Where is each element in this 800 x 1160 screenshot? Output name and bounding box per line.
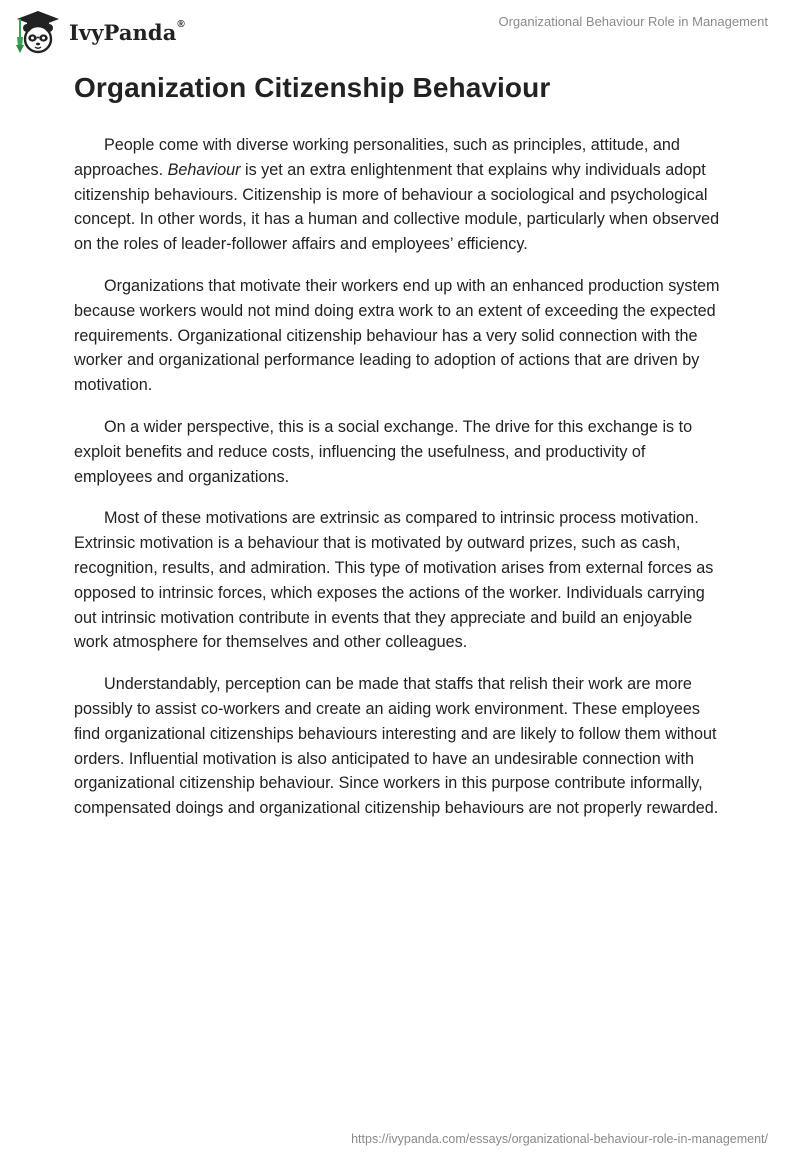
paragraph-5: Understandably, perception can be made that staffs that relish their work are more possibly to assist co-workers and create an aiding work environment. These employees find organizational citizenships behaviours interesting and are likely to follow them without orders. Influential motivation is also anticipated to have an undesirable connection with organizational citizenship behaviour. Since workers in this purpose contribute informally, compensated doings and organizational citizenship behaviours are not properly rewarded.: [74, 675, 719, 818]
panda-graduation-cap-icon: [14, 9, 62, 55]
paragraph-1: [74, 133, 726, 257]
paragraph-1-after: is yet an extra enlightenment that explains why individuals adopt citizenship behaviours. Citizenship is more of behaviour a sociological and psychological concept. In other words, it has a human and collective module, particularly when observed on the roles of leader-follower affairs and employees’ efficiency.: [74, 160, 720, 254]
brand-name: [69, 18, 185, 45]
ivypanda-logo[interactable]: [14, 9, 185, 55]
article-body: [74, 133, 726, 838]
paragraph-1-emphasis: Behaviour: [167, 160, 241, 179]
article-title: Organization Citizenship Behaviour: [74, 72, 551, 103]
brand-name-text: IvyPanda: [69, 19, 177, 45]
source-url-link[interactable]: https://ivypanda.com/essays/organizational-behaviour-role-in-management/: [351, 1132, 768, 1146]
trademark-symbol: ®: [177, 18, 185, 30]
running-header-title: Organizational Behaviour Role in Management: [498, 14, 768, 29]
paragraph-3: On a wider perspective, this is a social exchange. The drive for this exchange is to exploit benefits and reduce costs, influencing the usefulness, and productivity of employees and organizations.: [74, 417, 693, 486]
paragraph-4: Most of these motivations are extrinsic as compared to intrinsic process motivation. Extrinsic motivation is a behaviour that is motivated by outward prizes, such as cash, recognition, results, and admiration. This type of motivation arises from external forces as opposed to intrinsic forces, which exposes the actions of the worker. Individuals carrying out intrinsic motivation contribute in events that they appreciate and build an enjoyable work atmosphere for themselves and other colleagues.: [74, 509, 714, 652]
page-header: [0, 0, 800, 60]
paragraph-2: Organizations that motivate their workers end up with an enhanced production system because workers would not mind doing extra work to an extent of exceeding the expected requirements. Organizational citizenship behaviour has a very solid connection with the worker and organizational performance leading to adoption of actions that are driven by motivation.: [74, 276, 720, 395]
paragraph-1-before: People come with diverse working personalities, such as principles, attitude, and approaches.: [74, 136, 680, 179]
